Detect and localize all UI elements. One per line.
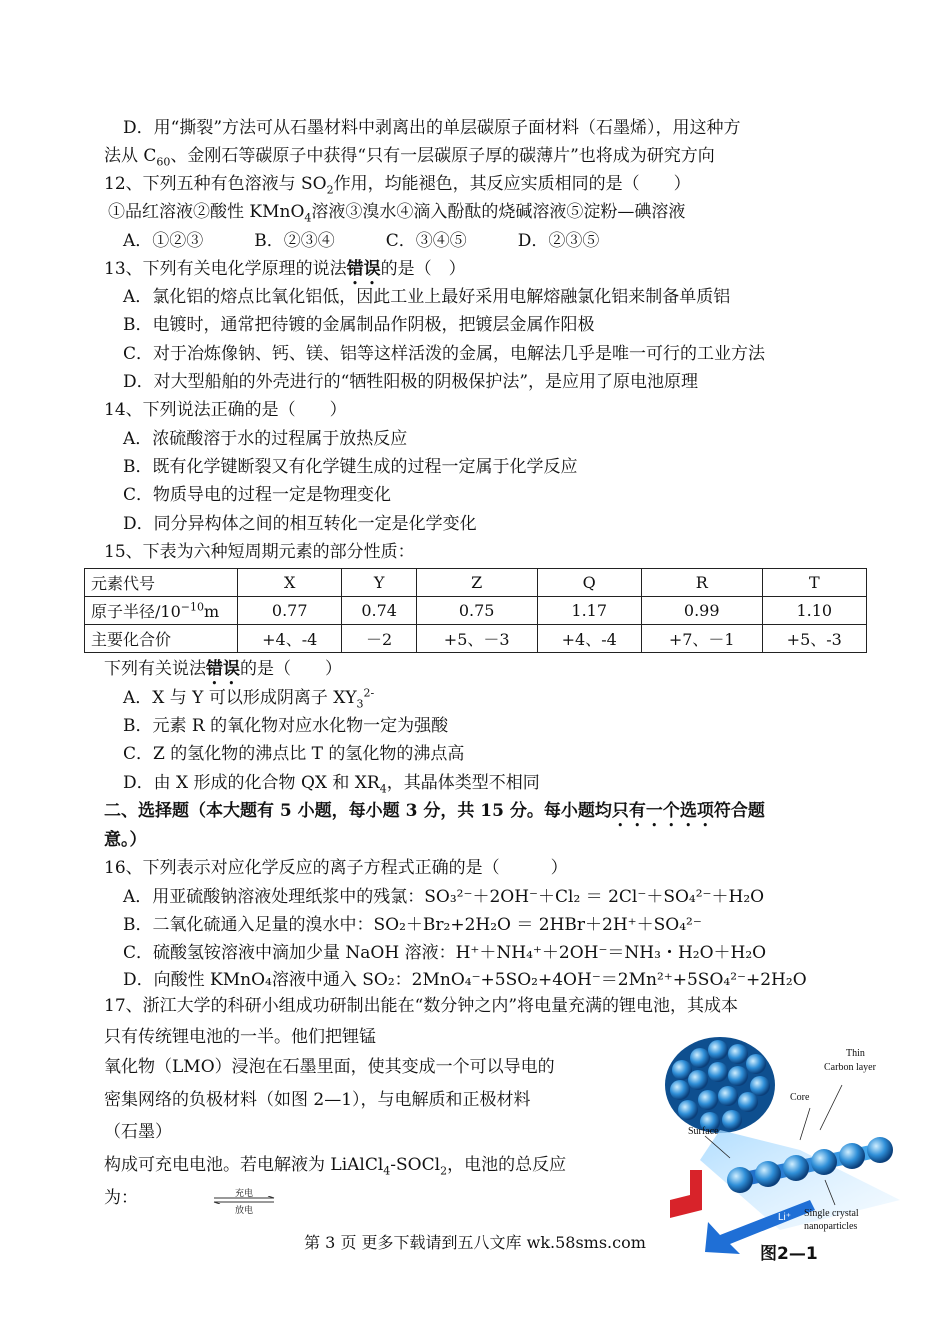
single-crystal-label: Single crystal <box>804 1208 859 1219</box>
table-cell: T <box>762 569 866 597</box>
electron-label: e⁻ <box>674 1183 686 1195</box>
table-cell: 1.17 <box>537 597 641 625</box>
q14-option-d: D．同分异构体之间的相互转化一定是化学变化 <box>123 514 477 534</box>
q16-option-d: D．向酸性 KMnO₄溶液中通入 SO₂：2MnO₄⁻+5SO₂+4OH⁻＝2Mn²⁺+5SO₄²⁻+2H₂O <box>123 970 807 990</box>
table-cell: Y <box>342 569 416 597</box>
q13-option-a: A．氯化铝的熔点比氧化铝低，因此工业上最好采用电解熔融氯化铝来制备单质铝 <box>123 287 731 307</box>
table-cell: +7、－1 <box>641 625 762 653</box>
q14-stem: 14、下列说法正确的是（ ） <box>104 400 347 420</box>
table-cell: 1.10 <box>762 597 866 625</box>
q15-option-c: C．Z 的氢化物的沸点比 T 的氢化物的沸点高 <box>123 744 465 764</box>
table-cell: R <box>641 569 762 597</box>
table-cell: 0.77 <box>238 597 342 625</box>
q12-options: A．①②③ B．②③④ C．③④⑤ D．②③⑤ <box>123 231 600 251</box>
q15-option-d: D．由 X 形成的化合物 QX 和 $XR_4$，其晶体类型不相同 <box>123 773 540 796</box>
table-cell: 原子半径$/10^{-10}m$ <box>85 597 238 625</box>
q17-line5: （石墨） <box>104 1122 172 1142</box>
q14-option-a: A．浓硫酸溶于水的过程属于放热反应 <box>123 429 408 449</box>
reversible-arrow <box>212 1186 276 1214</box>
table-cell: +5、－3 <box>416 625 537 653</box>
table-cell: 0.99 <box>641 597 762 625</box>
q17-line2: 只有传统锂电池的一半。他们把锂锰 <box>104 1027 376 1047</box>
q11-option-d-line2: 法从 $C_{60}$、金刚石等碳原子中获得“只有一层碳原子厚的碳薄片”也将成为研究方向 <box>104 146 715 169</box>
table-cell: 元素代号 <box>85 569 238 597</box>
discharge-label: 放电 <box>234 1206 253 1216</box>
q15-stem: 15、下表为六种短周期元素的部分性质： <box>104 542 415 562</box>
section-2-heading-line1: 二、选择题（本大题有 5 小题，每小题 3 分，共 15 分。每小题均只有一个选项符合题 <box>104 801 765 821</box>
table-cell: Z <box>416 569 537 597</box>
q17-line7: 为： <box>104 1188 138 1208</box>
table-cell: －2 <box>342 625 416 653</box>
q15-sub-stem: 下列有关说法错误的是（ ） <box>104 659 342 679</box>
q17-line1: 17、浙江大学的科研小组成功研制出能在“数分钟之内”将电量充满的锂电池，其成本 <box>104 996 739 1016</box>
nanoparticle-illustration <box>660 1030 900 1260</box>
thin-label: Thin <box>846 1048 865 1059</box>
carbon-layer-label: Carbon layer <box>824 1062 876 1073</box>
table-row <box>85 625 867 653</box>
q11-option-d-line1: D．用“撕裂”方法可从石墨材料中剥离出的单层碳原子面材料（石墨烯），用这种方 <box>123 118 741 138</box>
element-properties-table <box>84 568 867 653</box>
table-cell: +4、-4 <box>537 625 641 653</box>
table-cell: 0.74 <box>342 597 416 625</box>
q17-line6: 构成可充电电池。若电解液为 LiAlCl$_4$-SOCl$_2$，电池的总反应 <box>104 1155 567 1178</box>
nanoparticles-label: nanoparticles <box>804 1221 858 1232</box>
table-cell: Q <box>537 569 641 597</box>
q13-stem: 13、下列有关电化学原理的说法错误的是（ ） <box>104 259 466 279</box>
q13-option-d: D．对大型船舶的外壳进行的“牺牲阳极的阴极保护法”，是应用了原电池原理 <box>123 372 699 392</box>
lithium-ion-label: Li⁺ <box>778 1212 792 1223</box>
q16-option-a: A．用亚硫酸钠溶液处理纸浆中的残氯：SO₃²⁻＋2OH⁻＋Cl₂ ＝ 2Cl⁻＋SO₄²⁻＋H₂O <box>123 887 765 907</box>
table-cell: X <box>238 569 342 597</box>
q12-items: ①品红溶液②酸性 KMnO$_4$溶液③溴水④滴入酚酞的烧碱溶液⑤淀粉—碘溶液 <box>108 202 686 225</box>
table-row <box>85 597 867 625</box>
q13-option-c: C．对于冶炼像钠、钙、镁、铝等这样活泼的金属，电解法几乎是唯一可行的工业方法 <box>123 344 766 364</box>
q14-option-c: C．物质导电的过程一定是物理变化 <box>123 485 392 505</box>
table-cell: +4、-4 <box>238 625 342 653</box>
table-cell: +5、-3 <box>762 625 866 653</box>
q15-option-b: B．元素 R 的氧化物对应水化物一定为强酸 <box>123 716 449 736</box>
section-2-heading-line2: 意。） <box>104 830 147 850</box>
q16-option-c: C．硫酸氢铵溶液中滴加少量 NaOH 溶液：H⁺＋NH₄⁺＋2OH⁻＝NH₃・H₂O＋H₂O <box>123 943 767 963</box>
q13-option-b: B．电镀时，通常把待镀的金属制品作阴极，把镀层金属作阳极 <box>123 315 595 335</box>
table-row <box>85 569 867 597</box>
core-label: Core <box>790 1092 810 1103</box>
q16-option-b: B．二氧化硫通入足量的溴水中：SO₂＋Br₂+2H₂O ＝ 2HBr＋2H⁺＋SO₄²⁻ <box>123 915 702 935</box>
figure-caption: 图2—1 <box>760 1244 818 1264</box>
q17-line4: 密集网络的负极材料（如图 2—1），与电解质和正极材料 <box>104 1090 531 1110</box>
charge-label: 充电 <box>234 1189 253 1199</box>
q12-stem: 12、下列五种有色溶液与 $SO_2$作用，均能褪色，其反应实质相同的是（ ） <box>104 174 691 197</box>
battery-structure-figure <box>660 1030 900 1260</box>
table-cell: 主要化合价 <box>85 625 238 653</box>
q15-option-a: A．X 与 Y 可以形成阴离子 $XY_3^{2-}$ <box>123 686 375 711</box>
q16-stem: 16、下列表示对应化学反应的离子方程式正确的是（ ） <box>104 858 568 878</box>
q14-option-b: B．既有化学键断裂又有化学键生成的过程一定属于化学反应 <box>123 457 578 477</box>
table-cell: 0.75 <box>416 597 537 625</box>
q17-line3: 氧化物（LMO）浸泡在石墨里面，使其变成一个可以导电的 <box>104 1057 555 1077</box>
surface-label: Surface <box>688 1126 719 1137</box>
page-footer: 第 3 页 更多下载请到五八文库 wk.58sms.com <box>304 1233 646 1252</box>
